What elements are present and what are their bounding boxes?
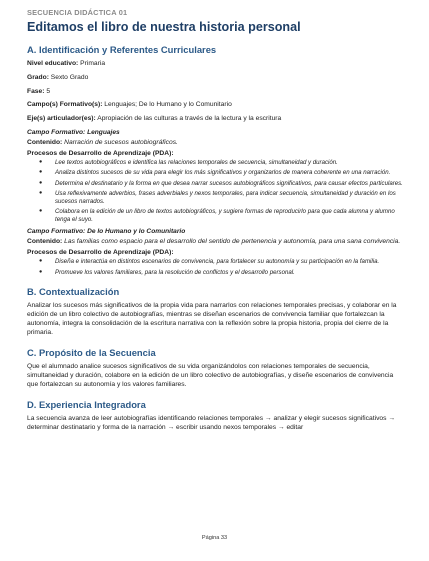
list-item: ● Diseña e interactúa en distintos escenarios de convivencia, para fortalecer su autonomía y su participación en la familia. [27,258,403,266]
section-b-heading: B. Contextualización [27,286,120,298]
page-number: Página 33 [201,535,228,541]
pda-list-humano [27,258,403,276]
page-title: Editamos el libro de nuestra historia personal [27,20,301,34]
contenido-label: Contenido: [27,138,63,146]
contenido-value: Las familias como espacio para el desarrollo del sentido de pertenencia y autonomía, para una sana convivencia. [64,238,401,246]
list-item: ● Colabora en la edición de un libro de textos autobiográficos, y sugiere formas de reproducirlo para que cada alumna y alumno tenga el suyo. [27,208,403,223]
section-c-text: Que el alumnado analice sucesos significativos de su vida organizándolos con relaciones temporales de secuencia, simultaneidad y duración, colabore en la edición de un libro colectivo de autobiografías, y diseñe escenarios de convivencia que fortalezcan su autonomía y los valores familiares. [27,363,394,388]
nivel-row [27,60,403,69]
campo-humano-title: Campo Formativo: De lo Humano y lo Comunitario [27,228,186,236]
section-d-text: La secuencia avanza de leer autobiografías identificando relaciones temporales → analizar y elegir sucesos significativos → determinar destinatario y forma de la narración → escribir usando nexos temporales → editar [27,415,396,432]
list-item: ● Determina el destinatario y la forma en que desea narrar sucesos autobiográficos significativos, para causar efectos particulares. [27,180,403,188]
sequence-label: SECUENCIA DIDÁCTICA 01 [27,8,128,17]
nivel-value: Primaria [80,60,106,67]
fase-value: 5 [46,87,51,95]
campos-value: Lenguajes; De lo Humano y lo Comunitario [104,101,232,109]
grado-label: Grado: [27,73,49,81]
campos-row [27,101,403,110]
campo-humano-contenido [27,238,403,247]
contenido-label: Contenido: [27,238,63,246]
contenido-value: Narración de sucesos autobiográficos. [64,138,178,146]
campo-lenguajes-contenido [27,139,403,148]
document-page [27,8,403,433]
nivel-label: Nivel educativo: [27,60,79,67]
section-b-text: Analizar los sucesos más significativos de la propia vida para narrarlos con relaciones temporales precisas, y colaborar en la edición de un libro colectivo de autobiografías, mientras se diseñan escenarios de convivencia familiar que fortalezcan la autonomía, integra la consolidación de la escritura narrativa con la reflexión sobre la propia historia, propia del cierre de la primaria. [27,302,397,336]
list-item: ● Promueve los valores familiares, para la resolución de conflictos y el desarrollo personal. [27,269,403,277]
fase-label: Fase: [27,87,45,95]
pda-list-lenguajes [27,159,403,223]
campo-lenguajes-title: Campo Formativo: Lenguajes [27,128,120,136]
ejes-row [27,115,403,124]
ejes-value: Apropiación de las culturas a través de la lectura y la escritura [97,115,282,123]
ejes-label: Eje(s) articulador(es): [27,115,96,123]
campos-label: Campo(s) Formativo(s): [27,101,103,109]
pda-title: Procesos de Desarrollo de Aprendizaje (PDA): [27,249,174,257]
grado-row [27,74,403,83]
grado-value: Sexto Grado [50,73,89,81]
list-item: ● Analiza distintos sucesos de su vida para elegir los más significativos y organizarlos de manera coherente en una narración. [27,169,403,177]
section-d-heading: D. Experiencia Integradora [27,399,146,411]
list-item: ● Lee textos autobiográficos e identifica las relaciones temporales de secuencia, simultaneidad y duración. [27,159,403,167]
section-a-heading: A. Identificación y Referentes Curriculares [27,44,217,55]
fase-row [27,88,403,97]
section-c-heading: C. Propósito de la Secuencia [27,347,156,359]
pda-title: Procesos de Desarrollo de Aprendizaje (PDA): [27,150,174,157]
list-item: ● Usa reflexivamente adverbios, frases adverbiales y nexos temporales, para indicar secuencia, simultaneidad y duración en los sucesos narrados. [27,190,403,205]
